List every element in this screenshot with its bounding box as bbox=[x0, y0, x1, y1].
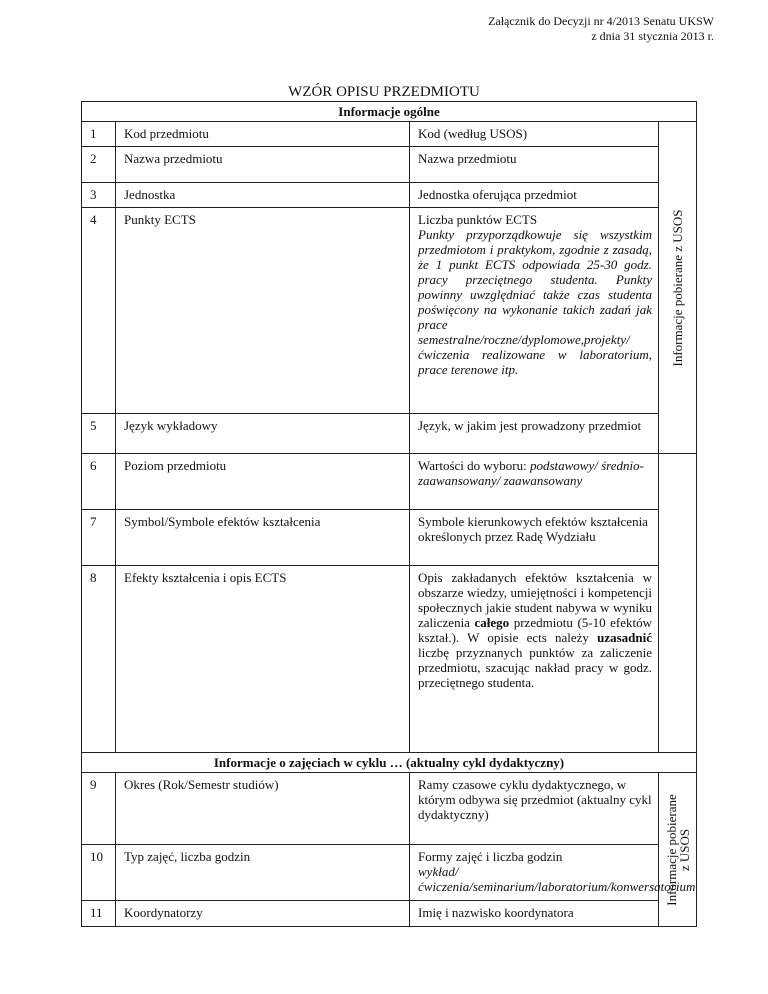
ects-explanation: Punkty przyporządkowuje się wszystkim przedmiotom i praktykom, zgodnie z zasadą, że 1 punkt ECTS odpowiada 25-30 godz. pracy przeciętnego studenta. Punkty powinny uwzględniać także czas studenta poświęcony na wykonanie takich zadań jak prace semestralne/roczne/dyplomowe,projekty/ćwiczenia realizowane w laboratorium, prace terenowe itp. bbox=[418, 227, 652, 377]
row-number: 8 bbox=[82, 566, 116, 753]
row-number: 7 bbox=[82, 510, 116, 566]
learning-outcomes-text-2: przedmiotu (5-10 efektów kształ.). bbox=[418, 615, 653, 645]
row-label: Punkty ECTS bbox=[116, 208, 410, 414]
row-value: Formy zajęć i liczba godzin bbox=[418, 849, 563, 864]
row-value: Język, w jakim jest prowadzony przedmiot bbox=[410, 414, 659, 454]
row-label: Kod przedmiotu bbox=[116, 122, 410, 147]
usos-side-label-cell-2 bbox=[659, 773, 697, 927]
row-label: Efekty kształcenia i opis ECTS bbox=[116, 566, 410, 753]
row-value-cell bbox=[410, 208, 659, 414]
ects-note-text: W opisie ects należy bbox=[467, 630, 589, 645]
row-number: 5 bbox=[82, 414, 116, 454]
row-value: Nazwa przedmiotu bbox=[410, 147, 659, 183]
row-label: Język wykładowy bbox=[116, 414, 410, 454]
row-number: 2 bbox=[82, 147, 116, 183]
attachment-note-line2: z dnia 31 stycznia 2013 r. bbox=[591, 29, 714, 43]
row-label: Symbol/Symbole efektów kształcenia bbox=[116, 510, 410, 566]
document-title: WZÓR OPISU PRZEDMIOTU bbox=[288, 84, 480, 100]
side-empty-cell bbox=[659, 454, 697, 753]
row-value: Liczba punktów ECTS bbox=[418, 212, 538, 227]
class-types: wykład/ćwiczenia/seminarium/laboratorium/konwersatorium bbox=[418, 864, 696, 894]
row-label: Poziom przedmiotu bbox=[116, 454, 410, 510]
row-number: 9 bbox=[82, 773, 116, 845]
course-description-table bbox=[81, 101, 697, 927]
attachment-note-line1: Załącznik do Decyzji nr 4/2013 Senatu UKSW bbox=[488, 14, 714, 28]
row-value: Imię i nazwisko koordynatora bbox=[410, 901, 659, 927]
row-value: Kod (według USOS) bbox=[410, 122, 659, 147]
row-label: Nazwa przedmiotu bbox=[116, 147, 410, 183]
section-general-heading: Informacje ogólne bbox=[82, 102, 697, 122]
row-value-cell bbox=[410, 845, 696, 901]
row-value: Ramy czasowe cyklu dydaktycznego, w którym odbywa się przedmiot (aktualny cykl dydaktyczny) bbox=[410, 773, 659, 845]
row-label: Koordynatorzy bbox=[116, 901, 410, 927]
row-number: 1 bbox=[82, 122, 116, 147]
row-number: 11 bbox=[82, 901, 116, 927]
row-label: Jednostka bbox=[116, 183, 410, 208]
attachment-note bbox=[488, 14, 714, 44]
row-value-cell bbox=[410, 566, 659, 753]
row-value: Symbole kierunkowych efektów kształcenia określonych przez Radę Wydziału bbox=[410, 510, 659, 566]
usos-side-label-2: Informacje pobierane z USOS bbox=[663, 793, 692, 906]
row-number: 3 bbox=[82, 183, 116, 208]
level-options: podstawowy/ średnio-zaawansowany/ zaawansowany bbox=[418, 458, 644, 488]
row-label: Okres (Rok/Semestr studiów) bbox=[116, 773, 410, 845]
ects-note-emphasis: uzasadnić bbox=[597, 630, 652, 645]
row-number: 10 bbox=[82, 845, 116, 901]
row-value-cell bbox=[410, 454, 659, 510]
row-label: Typ zajęć, liczba godzin bbox=[116, 845, 410, 901]
learning-outcomes-text: Opis zakładanych efektów kształcenia w obszarze wiedzy, umiejętności i kompetencji społecznych jakie student nabywa w wyniku zaliczenia bbox=[418, 570, 652, 630]
usos-side-label: Informacje pobierane z USOS bbox=[669, 208, 685, 367]
section-cycle-heading: Informacje o zajęciach w cyklu … (aktualny cykl dydaktyczny) bbox=[82, 753, 697, 773]
row-value: Wartości do wyboru: bbox=[418, 458, 527, 473]
row-number: 6 bbox=[82, 454, 116, 510]
ects-note-text-2: liczbę przyznanych punktów za zaliczenie przedmiotu, szacując nakład pracy w godz. przeciętnego studenta. bbox=[418, 645, 652, 690]
usos-side-label-cell bbox=[659, 122, 697, 454]
row-value: Jednostka oferująca przedmiot bbox=[410, 183, 659, 208]
learning-outcomes-emphasis: całego bbox=[474, 615, 510, 630]
row-number: 4 bbox=[82, 208, 116, 414]
